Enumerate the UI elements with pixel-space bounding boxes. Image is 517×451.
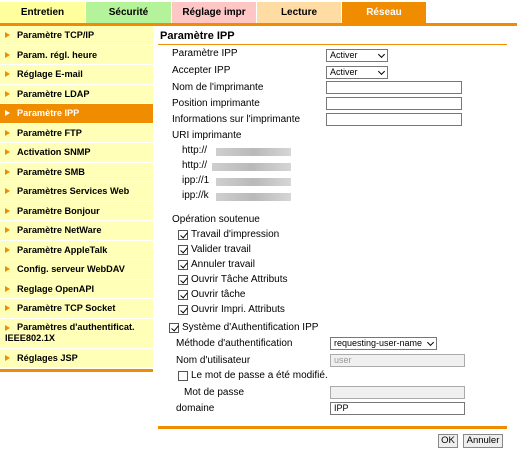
op-validate-job-label: Valider travail [191,244,251,255]
arrow-right-icon [5,110,10,116]
sidebar-item-tcp-socket[interactable] [0,299,153,318]
arrow-right-icon [5,169,10,175]
chevron-down-icon [427,339,434,346]
sidebar-item-label: Paramètre Bonjour [17,205,100,216]
username-input[interactable]: user [330,354,465,367]
sidebar-item-webdav[interactable] [0,260,153,279]
sidebar-item-label: Param. régl. heure [17,49,98,60]
sidebar-item-label: Paramètre NetWare [17,225,102,235]
sidebar-item-web-services[interactable] [0,182,153,201]
op-validate-job-checkbox[interactable] [178,245,188,255]
redacted-uri-3 [216,178,291,186]
op-get-jobs-checkbox[interactable] [178,290,188,300]
printer-info-input[interactable] [326,113,462,126]
auth-method-select[interactable] [330,337,437,350]
printer-uri-3: ipp://1 [182,175,210,186]
redacted-uri-2 [212,163,291,171]
arrow-right-icon [5,188,10,194]
sidebar-item-smb[interactable] [0,163,153,182]
sidebar-item-label: Réglage E-mail [17,69,83,79]
password-input[interactable] [330,386,465,399]
printer-name-label: Nom de l'imprimante [172,82,264,93]
arrow-right-icon [5,149,10,155]
sidebar-item-bonjour[interactable] [0,202,153,221]
arrow-right-icon [5,266,10,272]
domain-input[interactable]: IPP [330,402,465,415]
accept-ipp-label: Accepter IPP [172,65,231,76]
sidebar-item-ieee8021x[interactable] [0,319,153,348]
sidebar-item-label: Config. serveur WebDAV [17,264,125,274]
printer-uri-1: http:// [182,145,208,156]
sidebar-item-snmp[interactable] [0,143,153,162]
redacted-uri-4 [216,193,291,201]
ok-button[interactable]: OK [438,434,458,448]
ipp-setting-select[interactable] [326,49,388,62]
sidebar-item-label: Reglage OpenAPI [17,283,95,294]
arrow-right-icon [5,32,10,38]
sidebar-item-label: Paramètres Services Web [17,186,130,196]
sidebar [0,26,153,368]
sidebar-item-label: Paramètre AppleTalk [17,244,108,255]
sidebar-item-tcpip[interactable] [0,26,153,45]
sidebar-item-label: Paramètres d'authentificat. [17,321,135,332]
op-get-jobs-label: Ouvrir tâche [191,289,246,300]
sidebar-item-email[interactable] [0,65,153,84]
op-cancel-job-label: Annuler travail [191,259,255,270]
op-job-attributes-checkbox[interactable] [178,275,188,285]
sidebar-item-label: Paramètre TCP/IP [17,30,95,40]
printer-location-label: Position imprimante [172,98,260,109]
tab-scan[interactable]: Lecture [257,2,342,23]
printer-name-input[interactable] [326,81,462,94]
arrow-right-icon [5,71,10,77]
op-cancel-job-checkbox[interactable] [178,260,188,270]
op-print-job-checkbox[interactable] [178,230,188,240]
op-printer-attributes-label: Ouvrir Impri. Attributs [191,304,285,315]
arrow-right-icon [5,130,10,136]
ipp-setting-label: Paramètre IPP [172,48,238,59]
password-label: Mot de passe [184,387,245,398]
sidebar-item-label: Paramètre LDAP [17,88,90,99]
arrow-right-icon [5,247,10,253]
ipp-auth-checkbox[interactable] [169,323,179,333]
sidebar-item-ipp[interactable] [0,104,153,123]
sidebar-item-netware[interactable] [0,221,153,240]
tab-network[interactable]: Réseau [342,2,427,23]
arrow-right-icon [5,355,10,361]
accept-ipp-select[interactable] [326,66,388,79]
auth-method-value: requesting-user-name [334,338,423,348]
printer-uri-4: ipp://k [182,190,209,201]
arrow-right-icon [5,91,10,97]
sidebar-item-label: Paramètre FTP [17,127,82,138]
arrow-right-icon [5,286,10,292]
bottom-divider [158,426,507,429]
chevron-down-icon [378,68,385,75]
printer-uri-label: URI imprimante [172,130,242,141]
sidebar-item-label: Paramètre IPP [17,108,80,118]
sidebar-item-label-line2: IEEE802.1X [5,332,56,343]
printer-info-label: Informations sur l'imprimante [172,114,301,125]
tab-print-settings[interactable]: Réglage impr [172,2,257,23]
ipp-auth-label: Système d'Authentification IPP [182,322,319,333]
sidebar-item-appletalk[interactable] [0,241,153,260]
title-divider [158,44,507,45]
sidebar-item-ldap[interactable] [0,85,153,104]
arrow-right-icon [5,227,10,233]
chevron-down-icon [378,51,385,58]
password-changed-checkbox[interactable] [178,371,188,381]
op-print-job-label: Travail d'impression [191,229,280,240]
operations-label: Opération soutenue [172,214,260,225]
op-printer-attributes-checkbox[interactable] [178,305,188,315]
sidebar-item-jsp[interactable] [0,349,153,368]
sidebar-item-label: Paramètre TCP Socket [17,303,116,313]
sidebar-item-time[interactable] [0,46,153,65]
arrow-right-icon [5,305,10,311]
domain-label: domaine [176,403,215,414]
password-changed-label: Le mot de passe a été modifié. [191,370,328,381]
username-label: Nom d'utilisateur [176,355,251,366]
sidebar-item-label: Paramètre SMB [17,166,85,177]
sidebar-item-ftp[interactable] [0,124,153,143]
arrow-right-icon [5,208,10,214]
cancel-button[interactable]: Annuler [463,434,503,448]
printer-location-input[interactable] [326,97,462,110]
page-title: Paramètre IPP [160,30,235,42]
sidebar-item-label: Activation SNMP [17,147,91,157]
sidebar-item-openapi[interactable] [0,280,153,299]
ipp-setting-value: Activer [330,50,358,60]
tab-maintenance[interactable]: Entretien [0,2,86,23]
auth-method-label: Méthode d'authentification [176,338,293,349]
top-tab-bar [0,2,517,23]
sidebar-bottom-line [0,369,153,372]
op-job-attributes-label: Ouvrir Tâche Attributs [191,274,288,285]
arrow-right-icon [5,52,10,58]
sidebar-item-label: Réglages JSP [17,352,78,363]
main-panel [158,26,517,451]
arrow-right-icon [5,325,10,331]
printer-uri-2: http:// [182,160,208,171]
tab-security[interactable]: Sécurité [86,2,172,23]
redacted-uri-1 [216,148,291,156]
accept-ipp-value: Activer [330,67,358,77]
